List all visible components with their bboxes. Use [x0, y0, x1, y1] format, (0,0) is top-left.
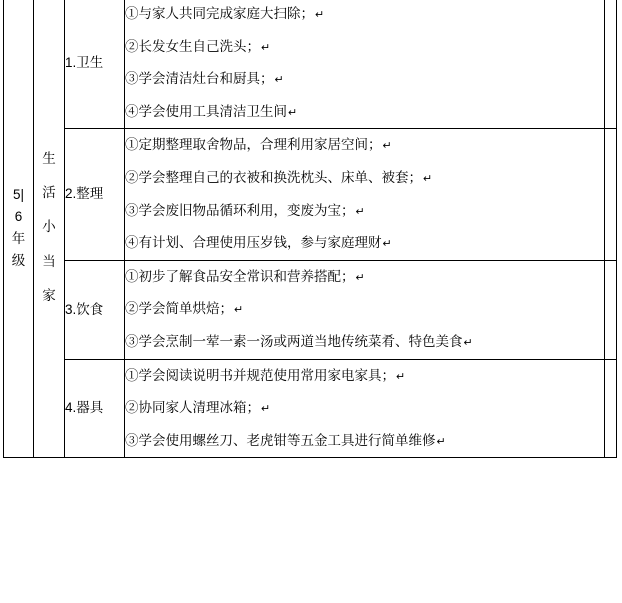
- paragraph-mark-icon: ↵: [288, 106, 298, 119]
- table-row: [4, 260, 617, 359]
- theme-char-2: 小: [42, 219, 56, 235]
- list-item: [125, 63, 604, 96]
- subject-cell-appliances: 4.器具: [65, 359, 125, 458]
- list-item: [125, 261, 604, 294]
- list-item: [125, 0, 604, 31]
- items-cell-appliances: [125, 359, 605, 458]
- theme-char-4: 家: [42, 288, 56, 304]
- list-item: [125, 392, 604, 425]
- item-text: ③学会烹制一荤一素一汤或两道当地传统菜肴、特色美食: [125, 333, 463, 349]
- list-item: [125, 360, 604, 393]
- paragraph-mark-icon: ↵: [261, 41, 271, 54]
- grade-cell: [4, 0, 34, 458]
- paragraph-mark-icon: ↵: [355, 271, 365, 284]
- paragraph-mark-icon: ↵: [261, 403, 271, 416]
- theme-char-1: 活: [42, 185, 56, 201]
- item-text: ②协同家人清理冰箱；: [125, 400, 260, 416]
- item-text: ②学会整理自己的衣被和换洗枕头、床单、被套；: [125, 169, 422, 185]
- curriculum-table: [3, 0, 617, 458]
- margin-cell: [605, 359, 617, 458]
- margin-cell: [605, 0, 617, 129]
- item-text: ①定期整理取舍物品，合理利用家居空间；: [125, 137, 382, 153]
- item-text: ③学会废旧物品循环利用，变废为宝；: [125, 202, 355, 218]
- margin-cell: [605, 260, 617, 359]
- grade-line-2: 年: [11, 230, 26, 246]
- list-item: [125, 162, 604, 195]
- paragraph-mark-icon: ↵: [423, 172, 433, 185]
- paragraph-mark-icon: ↵: [382, 140, 392, 153]
- list-item: [125, 31, 604, 64]
- item-text: ①学会阅读说明书并规范使用常用家电家具；: [125, 367, 395, 383]
- table-row: [4, 0, 617, 129]
- paragraph-mark-icon: ↵: [274, 74, 284, 87]
- list-item: [125, 326, 604, 359]
- subject-cell-hygiene: 1.卫生: [65, 0, 125, 129]
- items-cell-organizing: [125, 129, 605, 260]
- margin-cell: [605, 129, 617, 260]
- paragraph-mark-icon: ↵: [355, 205, 365, 218]
- items-cell-diet: [125, 260, 605, 359]
- paragraph-mark-icon: ↵: [315, 9, 325, 21]
- theme-cell: [34, 0, 65, 458]
- items-cell-hygiene: [125, 0, 605, 129]
- table-row: [4, 359, 617, 458]
- paragraph-mark-icon: ↵: [463, 336, 473, 349]
- item-text: ③学会清洁灶台和厨具；: [125, 71, 274, 87]
- list-item: [125, 129, 604, 162]
- paragraph-mark-icon: ↵: [234, 304, 244, 317]
- list-item: [125, 195, 604, 228]
- subject-cell-diet: 3.饮食: [65, 260, 125, 359]
- theme-char-3: 当: [42, 253, 56, 269]
- list-item: [125, 425, 604, 458]
- item-text: ①初步了解食品安全常识和营养搭配；: [125, 268, 355, 284]
- grade-line-1: 6: [14, 208, 23, 224]
- list-item: [125, 227, 604, 260]
- item-text: ②长发女生自己洗头；: [125, 38, 260, 54]
- theme-char-0: 生: [42, 150, 56, 166]
- item-text: ②学会简单烘焙；: [125, 301, 233, 317]
- paragraph-mark-icon: ↵: [396, 370, 406, 383]
- grade-line-3: 级: [11, 252, 26, 268]
- item-text: ③学会使用螺丝刀、老虎钳等五金工具进行简单维修: [125, 432, 436, 448]
- table-row: [4, 129, 617, 260]
- list-item: [125, 293, 604, 326]
- paragraph-mark-icon: ↵: [436, 435, 446, 448]
- grade-line-0: 5|: [12, 186, 24, 202]
- item-text: ①与家人共同完成家庭大扫除；: [125, 6, 314, 21]
- subject-cell-organizing: 2.整理: [65, 129, 125, 260]
- item-text: ④有计划、合理使用压岁钱，参与家庭理财: [125, 235, 382, 251]
- paragraph-mark-icon: ↵: [382, 238, 392, 251]
- list-item: [125, 96, 604, 129]
- item-text: ④学会使用工具清洁卫生间: [125, 103, 287, 119]
